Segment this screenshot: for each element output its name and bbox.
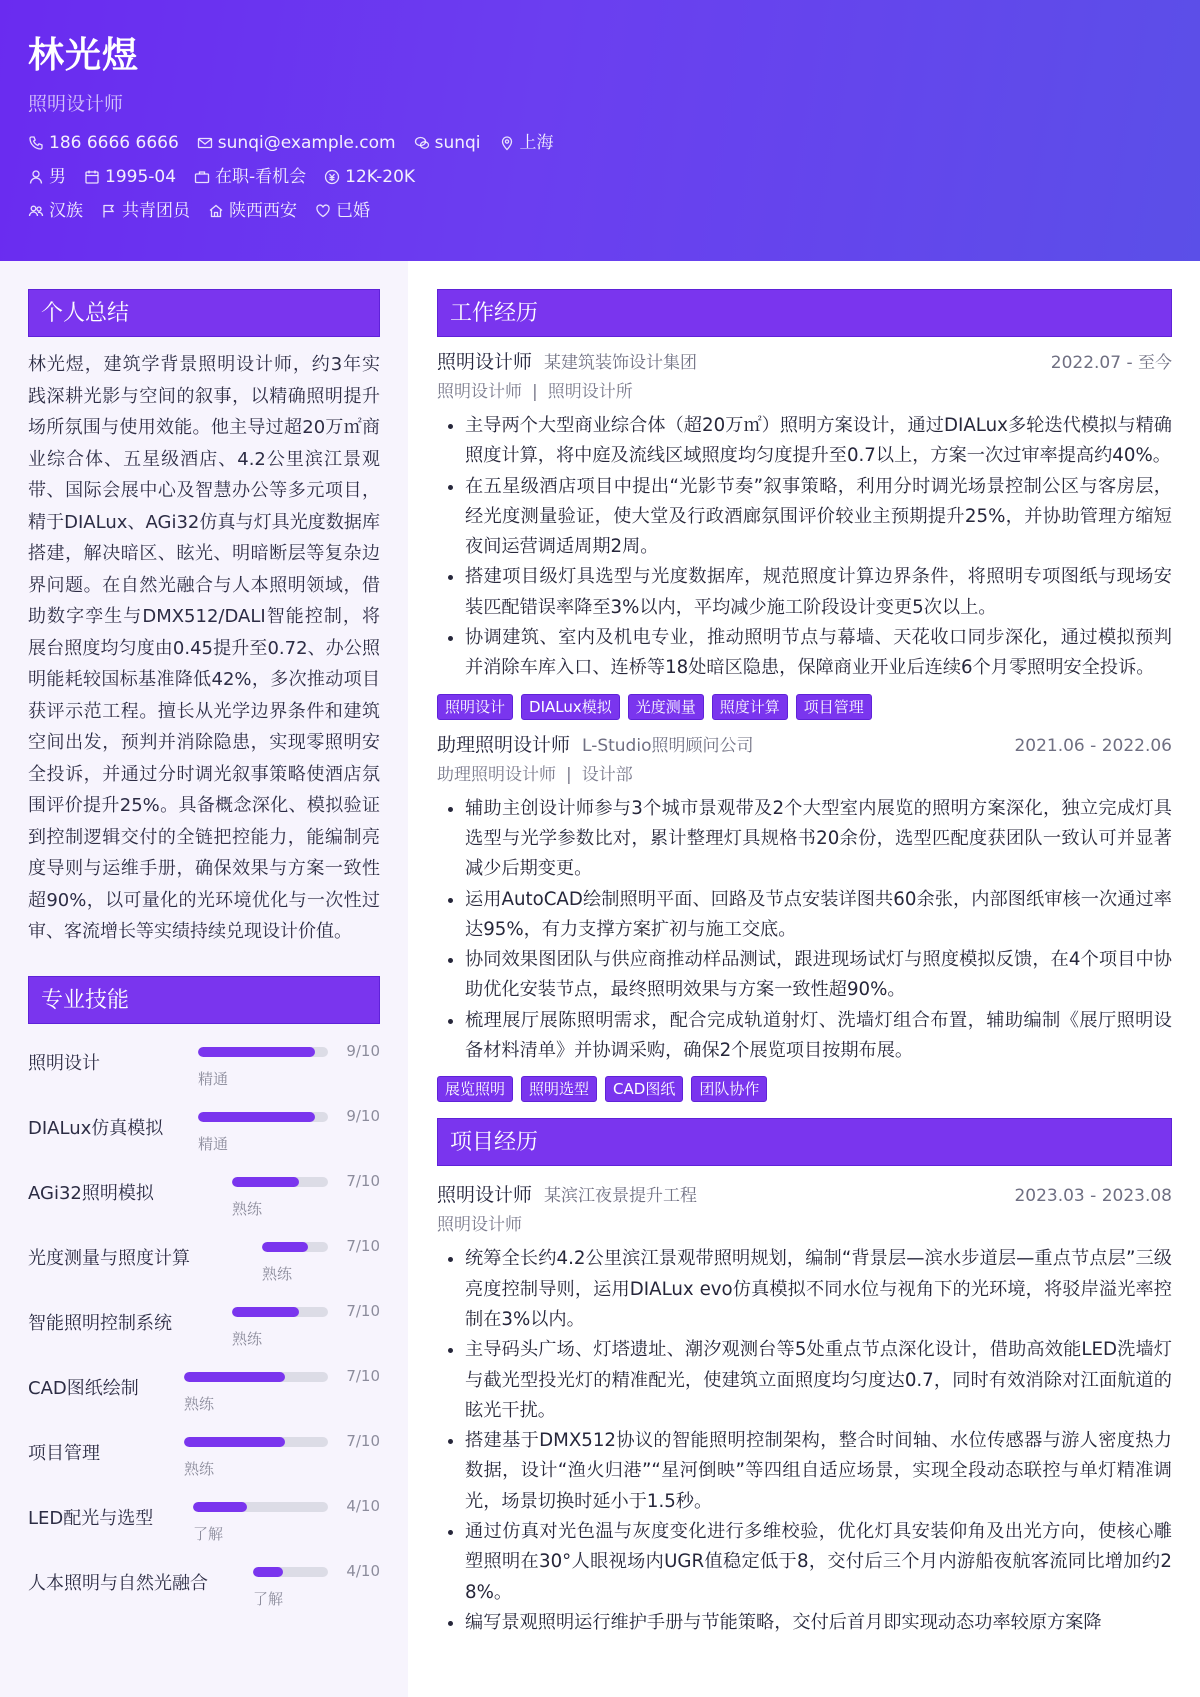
job-sub-dept: 照明设计所: [547, 382, 633, 402]
job-header: [437, 349, 1172, 376]
gender-text: 男: [49, 167, 66, 187]
ethnicity-text: 汉族: [49, 201, 83, 221]
skill-bar: [232, 1177, 328, 1187]
user-icon: [28, 169, 44, 185]
skill-bar-fill: [232, 1177, 299, 1187]
birth-text: 1995-04: [105, 167, 177, 187]
wechat-text: sunqi: [434, 133, 481, 153]
left-column: [0, 261, 408, 1697]
skill-name: AGi32照明模拟: [28, 1182, 154, 1204]
skill-tag: 项目管理: [796, 694, 872, 720]
politics-item: [101, 200, 190, 222]
project-date: 2023.03 - 2023.08: [1014, 1186, 1172, 1207]
skill-name: 照明设计: [28, 1052, 100, 1074]
skill-name: LED配光与选型: [28, 1507, 154, 1529]
skill-row: [28, 1491, 380, 1556]
project-subtitle: 照明设计师: [437, 1215, 522, 1236]
skill-score: 9/10: [346, 1106, 380, 1125]
money-icon: [324, 169, 340, 185]
skill-bar-fill: [184, 1437, 285, 1447]
skill-tag: 团队协作: [691, 1076, 767, 1102]
skill-level: 了解: [253, 1589, 284, 1608]
phone-text: 186 6666 6666: [49, 133, 179, 153]
project-name: 某滨江夜景提升工程: [544, 1186, 698, 1207]
email-text: sunqi@example.com: [217, 133, 396, 153]
wechat-item: [414, 132, 481, 154]
project-bullet: • 搭建基于DMX512协议的智能照明控制架构，整合时间轴、水位传感器与游人密度热力数据，设计“渔火归港”“星河倒映”等四组自适应场景，实现全段动态联控与单灯精准调光，场景切换时延小于1.5秒。: [465, 1426, 1172, 1517]
city-item: [499, 132, 554, 154]
skill-level: 精通: [198, 1134, 229, 1153]
skill-bar-fill: [253, 1567, 283, 1577]
skill-level: 了解: [193, 1524, 224, 1543]
people-icon: [28, 203, 44, 219]
skill-bar: [262, 1242, 328, 1252]
job-bullet: • 梳理展厅展陈照明需求，配合完成轨道射灯、洗墙灯组合布置，辅助编制《展厅照明设备材料清单》并协调采购，确保2个展览项目按期布展。: [465, 1006, 1172, 1067]
project-list: [437, 1182, 1172, 1638]
mail-icon: [197, 135, 213, 151]
job-bullet: • 辅助主创设计师参与3个城市景观带及2个大型室内展览的照明方案深化，独立完成灯具选型与光学参数比对，累计整理灯具规格书20余份，选型匹配度获团队一致认可并显著减少后期变更。: [465, 794, 1172, 885]
heart-icon: [315, 203, 331, 219]
job-tags: [437, 1076, 1172, 1102]
skill-tag: 照明选型: [521, 1076, 597, 1102]
work-section-title: 工作经历: [437, 289, 1172, 337]
skill-bar-fill: [262, 1242, 308, 1252]
salary-item: [324, 166, 415, 188]
skill-bar: [198, 1112, 328, 1122]
salary-text: 12K-20K: [345, 167, 416, 187]
skill-name: DIALux仿真模拟: [28, 1117, 164, 1139]
job-bullet: • 搭建项目级灯具选型与光度数据库，规范照度计算边界条件，将照明专项图纸与现场安装匹配错误率降至3%以内，平均减少施工阶段设计变更5次以上。: [465, 562, 1172, 623]
project-bullets: [437, 1244, 1172, 1638]
project-role: 照明设计师: [437, 1184, 533, 1207]
skill-row: [28, 1231, 380, 1296]
hometown-item: [208, 200, 297, 222]
project-header: [437, 1182, 1172, 1209]
job-sub-separator: |: [566, 764, 572, 785]
project-bullet: • 主导码头广场、灯塔遗址、潮汐观测台等5处重点节点深化设计，借助高效能LED洗墙灯与截光型投光灯的精准配光，使建筑立面照度均匀度达0.7，同时有效消除对江面航道的眩光干扰。: [465, 1335, 1172, 1426]
project-bullet: • 通过仿真对光色温与灰度变化进行多维校验，优化灯具安装仰角及出光方向，使核心雕塑照明在30°人眼视场内UGR值稳定低于8，交付后三个月内游船夜航客流同比增加约28%。: [465, 1517, 1172, 1608]
skill-name: 项目管理: [28, 1442, 100, 1464]
job-company: 某建筑装饰设计集团: [544, 353, 698, 373]
skills-section-title: 专业技能: [28, 976, 380, 1024]
skill-tag: CAD图纸: [605, 1076, 683, 1102]
skill-bar-fill: [193, 1502, 247, 1512]
job-sub-separator: |: [532, 382, 538, 402]
skill-row: [28, 1426, 380, 1491]
job-title-group: [437, 349, 697, 376]
project-title-group: [437, 1182, 697, 1209]
skill-bar-fill: [184, 1372, 285, 1382]
skill-level: 精通: [198, 1069, 229, 1088]
skill-score: 4/10: [346, 1496, 380, 1515]
basic-row: [28, 166, 1172, 188]
ethnicity-item: [28, 200, 83, 222]
job-bullets: [437, 411, 1172, 684]
city-text: 上海: [519, 133, 554, 153]
skill-tag: 照度计算: [712, 694, 788, 720]
status-text: 在职-看机会: [215, 167, 307, 187]
status-item: [194, 166, 306, 188]
location-icon: [499, 135, 515, 151]
phone-item: [28, 132, 179, 154]
skill-level: 熟练: [184, 1394, 215, 1413]
skill-bar-fill: [198, 1047, 315, 1057]
skill-bar: [193, 1502, 328, 1512]
project-bullet: • 统筹全长约4.2公里滨江景观带照明规划，编制“背景层—滨水步道层—重点节点层”三级亮度控制导则，运用DIALux evo仿真模拟不同水位与视角下的光环境，将驳岸溢光率控制在3%以内。: [465, 1244, 1172, 1335]
candidate-role: 照明设计师: [28, 93, 124, 115]
skill-score: 4/10: [346, 1561, 380, 1580]
job-header: [437, 732, 1172, 759]
skill-row: [28, 1296, 380, 1361]
job-bullet: • 在五星级酒店项目中提出“光影节奏”叙事策略，利用分时调光场景控制公区与客房层，经光度测量验证，使大堂及行政酒廊氛围评价较业主预期提升25%，并协助管理方缩短夜间运营调适周期2周。: [465, 472, 1172, 563]
job-subtitle: [437, 764, 1172, 786]
skill-row: [28, 1101, 380, 1166]
job-title-group: [437, 732, 753, 759]
job-bullet: • 运用AutoCAD绘制照明平面、回路及节点安装详图共60余张，内部图纸审核一次通过率达95%，有力支撑方案扩初与施工交底。: [465, 885, 1172, 946]
skill-bar: [253, 1567, 328, 1577]
skill-score: 7/10: [346, 1171, 380, 1190]
marital-item: [315, 200, 370, 222]
job-title: 照明设计师: [437, 351, 533, 373]
skill-row: [28, 1166, 380, 1231]
skill-tag: 展览照明: [437, 1076, 513, 1102]
job-bullet: • 主导两个大型商业综合体（超20万㎡）照明方案设计，通过DIALux多轮迭代模拟与精确照度计算，将中庭及流线区域照度均匀度提升至0.7以上，方案一次过审率提高约40%。: [465, 411, 1172, 472]
job-bullets: [437, 794, 1172, 1067]
summary-text: 林光煜，建筑学背景照明设计师，约3年实践深耕光影与空间的叙事，以精确照明提升场所氛围与使用效能。他主导过超20万㎡商业综合体、五星级酒店、4.2公里滨江景观带、国际会展中心及智慧办公等多元项目，精于DIALux、AGi32仿真与灯具光度数据库搭建，解决暗区、眩光、明暗断层等复杂边界问题。在自然光融合与人本照明领域，借助数字孪生与DMX512/DALI智能控制，将展台照度均匀度由0.45提升至0.72、办公照明能耗较国标基准降低42%，多次推动项目获评示范工程。擅长从光学边界条件和建筑空间出发，预判并消除隐患，实现零照明安全投诉，并通过分时调光叙事策略使酒店氛围评价提升25%。具备概念深化、模拟验证到控制逻辑交付的全链把控能力，能编制亮度导则与运维手册，确保效果与方案一致性超90%，以可量化的光环境优化与一次性过审、客流增长等实绩持续兑现设计价值。: [28, 354, 380, 942]
calendar-icon: [84, 169, 100, 185]
job-bullet: • 协调建筑、室内及机电专业，推动照明节点与幕墙、天花收口同步深化，通过模拟预判并消除车库入口、连桥等18处暗区隐患，保障商业开业后连续6个月零照明安全投诉。: [465, 623, 1172, 684]
summary-section-title: 个人总结: [28, 289, 380, 337]
skill-row: [28, 1036, 380, 1101]
skill-score: 7/10: [346, 1431, 380, 1450]
skill-row: [28, 1556, 380, 1621]
contact-row: [28, 132, 1172, 154]
skill-score: 7/10: [346, 1236, 380, 1255]
gender-item: [28, 166, 66, 188]
job-date: 2021.06 - 2022.06: [1014, 735, 1172, 756]
marital-text: 已婚: [336, 201, 370, 221]
skill-score: 7/10: [346, 1301, 380, 1320]
skill-level: 熟练: [232, 1199, 263, 1218]
job-subtitle: [437, 381, 1172, 403]
projects-section-title: 项目经历: [437, 1118, 1172, 1166]
skill-score: 7/10: [346, 1366, 380, 1385]
skill-name: 智能照明控制系统: [28, 1312, 172, 1334]
work-list: [437, 349, 1172, 1102]
skill-tag: 照明设计: [437, 694, 513, 720]
right-column: [437, 289, 1172, 1638]
project-bullet: • 编写景观照明运行维护手册与节能策略，交付后首月即实现动态功率较原方案降: [465, 1608, 1172, 1638]
skill-name: CAD图纸绘制: [28, 1377, 139, 1399]
skill-bar-fill: [232, 1307, 299, 1317]
extra-row: [28, 200, 1172, 222]
resume-header: [0, 0, 1200, 261]
skill-bar: [184, 1437, 328, 1447]
skill-level: 熟练: [232, 1329, 263, 1348]
skill-tag: DIALux模拟: [521, 694, 620, 720]
job-company: L-Studio照明顾问公司: [582, 735, 754, 756]
skills-list: [28, 1036, 380, 1621]
skill-score: 9/10: [346, 1041, 380, 1060]
skill-bar: [184, 1372, 328, 1382]
wechat-icon: [414, 135, 430, 151]
phone-icon: [28, 135, 44, 151]
birth-item: [84, 166, 176, 188]
politics-text: 共青团员: [122, 201, 190, 221]
skill-name: 光度测量与照度计算: [28, 1247, 190, 1269]
skill-row: [28, 1361, 380, 1426]
hometown-text: 陕西西安: [229, 201, 297, 221]
briefcase-icon: [194, 169, 210, 185]
job-date: 2022.07 - 至今: [1050, 353, 1172, 373]
job-tags: [437, 694, 1172, 720]
job-title: 助理照明设计师: [437, 733, 571, 756]
skill-name: 人本照明与自然光融合: [28, 1572, 208, 1594]
skill-level: 熟练: [262, 1264, 293, 1283]
skill-bar: [198, 1047, 328, 1057]
flag-icon: [101, 203, 117, 219]
email-item: [197, 132, 396, 154]
job-sub-dept: 设计部: [581, 764, 633, 785]
skill-bar-fill: [198, 1112, 315, 1122]
home-icon: [208, 203, 224, 219]
skill-level: 熟练: [184, 1459, 215, 1478]
job-sub-role: 照明设计师: [437, 382, 522, 402]
job-sub-role: 助理照明设计师: [437, 764, 556, 785]
job-bullet: • 协同效果图团队与供应商推动样品测试，跟进现场试灯与照度模拟反馈，在4个项目中协助优化安装节点，最终照明效果与方案一致性超90%。: [465, 945, 1172, 1006]
skill-bar: [232, 1307, 328, 1317]
skill-tag: 光度测量: [628, 694, 704, 720]
candidate-name: 林光煜: [28, 35, 140, 76]
